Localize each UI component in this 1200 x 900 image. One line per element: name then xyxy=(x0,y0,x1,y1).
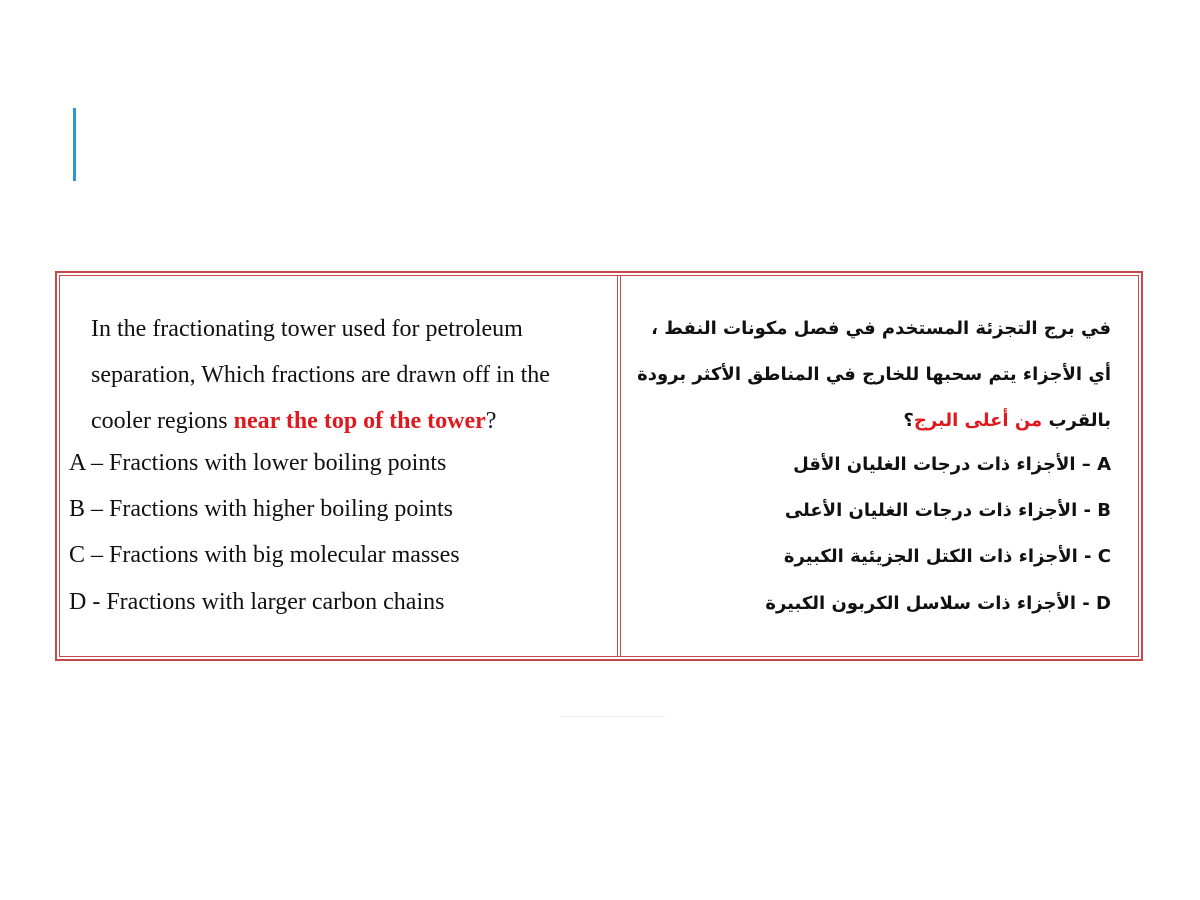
arabic-question-main: في برج التجزئة المستخدم في فصل مكونات النفط ، أي الأجزاء يتم سحبها للخارج في المناطق الأكثر برودة بالقرب xyxy=(637,318,1111,431)
english-option-d: D - Fractions with larger carbon chains xyxy=(69,589,445,615)
arabic-question-highlight: من أعلى البرج xyxy=(913,410,1043,431)
arabic-question-end: ؟ xyxy=(903,410,914,431)
arabic-option-b: B - الأجزاء ذات درجات الغليان الأعلى xyxy=(784,500,1111,521)
arabic-option-c: C - الأجزاء ذات الكتل الجزيئية الكبيرة xyxy=(783,546,1111,567)
arabic-option-d: D - الأجزاء ذات سلاسل الكربون الكبيرة xyxy=(765,593,1111,614)
english-question-end: ? xyxy=(485,408,497,434)
english-question-main: In the fractionating tower used for petroleum separation, Which fractions are drawn off in the cooler regions xyxy=(91,316,550,434)
english-option-b: B – Fractions with higher boiling points xyxy=(69,496,453,522)
footer-divider xyxy=(560,716,665,717)
english-question-highlight: near the top of the tower xyxy=(233,408,486,434)
english-option-c: C – Fractions with big molecular masses xyxy=(69,542,460,568)
title-accent-bar xyxy=(73,108,76,181)
arabic-option-a: A – الأجزاء ذات درجات الغليان الأقل xyxy=(793,454,1111,475)
arabic-question-text xyxy=(631,306,1111,444)
english-option-a: A – Fractions with lower boiling points xyxy=(69,450,447,476)
english-question-cell xyxy=(60,276,618,656)
question-table xyxy=(55,271,1143,661)
question-table-inner xyxy=(59,275,1139,657)
english-question-text xyxy=(91,306,611,444)
arabic-question-cell xyxy=(620,276,1138,656)
